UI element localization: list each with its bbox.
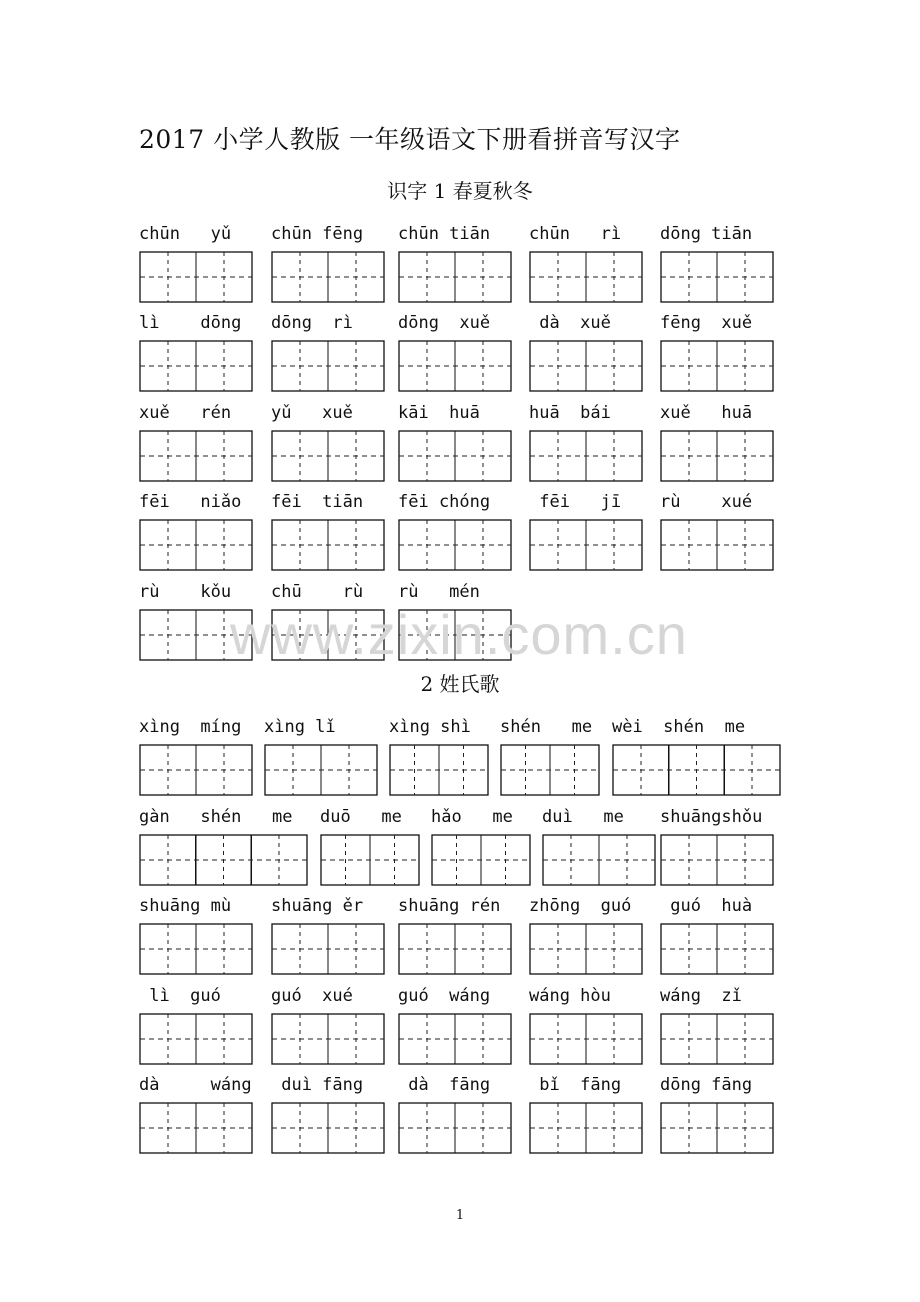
word-item [529, 1074, 643, 1154]
word-item [431, 806, 531, 886]
pinyin-label: chū rù [271, 582, 364, 602]
pinyin-label: shén me [500, 717, 593, 737]
pinyin-label: chūn yǔ [139, 224, 232, 244]
tianzige-grid[interactable] [398, 1102, 512, 1154]
word-item [529, 223, 643, 303]
word-item [500, 716, 600, 796]
word-item [139, 402, 253, 482]
word-item [271, 491, 385, 571]
pinyin-label: chūn rì [529, 224, 622, 244]
pinyin-label: fēi tiān [271, 492, 364, 512]
tianzige-grid[interactable] [139, 340, 253, 392]
pinyin-label: rù mén [398, 582, 480, 602]
tianzige-grid[interactable] [500, 744, 600, 796]
word-item [139, 806, 308, 886]
word-item [398, 312, 512, 392]
pinyin-label: xìng míng [139, 717, 242, 737]
word-item [271, 402, 385, 482]
pinyin-label: yǔ xuě [271, 403, 353, 423]
word-item [139, 985, 253, 1065]
tianzige-grid[interactable] [271, 340, 385, 392]
tianzige-grid[interactable] [320, 834, 420, 886]
pinyin-label: chūn fēng [271, 224, 364, 244]
word-item [320, 806, 420, 886]
word-item [271, 985, 385, 1065]
pinyin-label: zhōng guó [529, 896, 632, 916]
tianzige-grid[interactable] [271, 1102, 385, 1154]
tianzige-grid[interactable] [529, 923, 643, 975]
page-number: 1 [455, 1208, 465, 1223]
pinyin-label: fēng xuě [660, 313, 753, 333]
tianzige-grid[interactable] [139, 744, 253, 796]
tianzige-grid[interactable] [660, 834, 774, 886]
pinyin-label: dōng rì [271, 313, 353, 333]
word-item [529, 491, 643, 571]
word-item [139, 716, 253, 796]
tianzige-grid[interactable] [139, 1013, 253, 1065]
pinyin-label: dōng fāng [660, 1075, 753, 1095]
word-item [271, 312, 385, 392]
pinyin-label: xuě huā [660, 403, 753, 423]
pinyin-label: bǐ fāng [529, 1075, 622, 1095]
tianzige-grid[interactable] [271, 251, 385, 303]
word-item [139, 1074, 253, 1154]
pinyin-label: gàn shén me [139, 807, 293, 827]
tianzige-grid[interactable] [431, 834, 531, 886]
pinyin-label: shuāng mù [139, 896, 232, 916]
tianzige-grid[interactable] [271, 1013, 385, 1065]
word-item [612, 716, 781, 796]
word-item [139, 895, 253, 975]
tianzige-grid[interactable] [271, 430, 385, 482]
tianzige-grid[interactable] [398, 1013, 512, 1065]
tianzige-grid[interactable] [529, 1013, 643, 1065]
word-item [660, 985, 774, 1065]
tianzige-grid[interactable] [139, 430, 253, 482]
word-item [139, 491, 253, 571]
pinyin-label: rù xué [660, 492, 753, 512]
pinyin-label: dōng xuě [398, 313, 491, 333]
tianzige-grid[interactable] [139, 834, 308, 886]
tianzige-grid[interactable] [660, 430, 774, 482]
pinyin-label: fēi niǎo [139, 492, 242, 512]
pinyin-label: duō me [320, 807, 402, 827]
tianzige-grid[interactable] [660, 519, 774, 571]
pinyin-label: wèi shén me [612, 717, 746, 737]
word-item [398, 985, 512, 1065]
tianzige-grid[interactable] [271, 519, 385, 571]
word-item [660, 402, 774, 482]
tianzige-grid[interactable] [398, 251, 512, 303]
tianzige-grid[interactable] [271, 923, 385, 975]
tianzige-grid[interactable] [139, 251, 253, 303]
pinyin-label: shuāng rén [398, 896, 501, 916]
pinyin-label: wáng hòu [529, 986, 611, 1006]
tianzige-grid[interactable] [542, 834, 656, 886]
tianzige-grid[interactable] [139, 1102, 253, 1154]
word-item [139, 223, 253, 303]
word-item [398, 491, 512, 571]
word-item [529, 402, 643, 482]
pinyin-label: chūn tiān [398, 224, 491, 244]
pinyin-label: huā bái [529, 403, 611, 423]
tianzige-grid[interactable] [139, 519, 253, 571]
pinyin-label: xìng lǐ [264, 717, 336, 737]
pinyin-label: shuāng ěr [271, 896, 364, 916]
pinyin-label: rù kǒu [139, 582, 232, 602]
word-item [542, 806, 656, 886]
tianzige-grid[interactable] [389, 744, 489, 796]
word-item [529, 895, 643, 975]
tianzige-grid[interactable] [660, 1102, 774, 1154]
tianzige-grid[interactable] [660, 340, 774, 392]
word-item [264, 716, 378, 796]
pinyin-label: shuāngshǒu [660, 807, 763, 827]
pinyin-label: lì guó [139, 986, 221, 1006]
tianzige-grid[interactable] [660, 1013, 774, 1065]
pinyin-label: xìng shì [389, 717, 471, 737]
tianzige-grid[interactable] [398, 519, 512, 571]
word-item [529, 312, 643, 392]
pinyin-label: kāi huā [398, 403, 480, 423]
word-item [660, 895, 774, 975]
tianzige-grid[interactable] [264, 744, 378, 796]
tianzige-grid[interactable] [398, 430, 512, 482]
worksheet-title: 2017 小学人教版 一年级语文下册看拼音写汉字 [139, 125, 681, 154]
word-item [398, 402, 512, 482]
tianzige-grid[interactable] [529, 1102, 643, 1154]
word-item [660, 1074, 774, 1154]
word-item [271, 223, 385, 303]
word-item [389, 716, 489, 796]
word-item [398, 895, 512, 975]
pinyin-label: guó wáng [398, 986, 491, 1006]
word-item [271, 1074, 385, 1154]
tianzige-grid[interactable] [660, 923, 774, 975]
pinyin-label: dà fāng [398, 1075, 491, 1095]
pinyin-label: dà wáng [139, 1075, 252, 1095]
tianzige-grid[interactable] [529, 519, 643, 571]
tianzige-grid[interactable] [398, 923, 512, 975]
tianzige-grid[interactable] [612, 744, 781, 796]
pinyin-label: guó xué [271, 986, 353, 1006]
pinyin-label: hǎo me [431, 807, 513, 827]
pinyin-label: lì dōng [139, 313, 242, 333]
word-item [271, 895, 385, 975]
word-item [139, 312, 253, 392]
pinyin-label: dà xuě [529, 313, 611, 333]
tianzige-grid[interactable] [529, 251, 643, 303]
section-heading-1: 识字 1 春夏秋冬 [387, 179, 533, 203]
section-heading-2: 2 姓氏歌 [420, 672, 500, 696]
pinyin-label: fēi jī [529, 492, 622, 512]
pinyin-label: duì fāng [271, 1075, 364, 1095]
tianzige-grid[interactable] [529, 340, 643, 392]
word-item [398, 1074, 512, 1154]
watermark: www.zixin.com.cn [230, 603, 688, 666]
tianzige-grid[interactable] [139, 923, 253, 975]
pinyin-label: dōng tiān [660, 224, 753, 244]
word-item [660, 806, 774, 886]
word-item [529, 985, 643, 1065]
pinyin-label: wáng zǐ [660, 986, 742, 1006]
word-item [660, 312, 774, 392]
pinyin-label: duì me [542, 807, 624, 827]
pinyin-label: xuě rén [139, 403, 232, 423]
tianzige-grid[interactable] [660, 251, 774, 303]
tianzige-grid[interactable] [398, 340, 512, 392]
word-item [398, 223, 512, 303]
tianzige-grid[interactable] [529, 430, 643, 482]
pinyin-label: guó huà [660, 896, 753, 916]
word-item [660, 223, 774, 303]
word-item [660, 491, 774, 571]
pinyin-label: fēi chóng [398, 492, 491, 512]
